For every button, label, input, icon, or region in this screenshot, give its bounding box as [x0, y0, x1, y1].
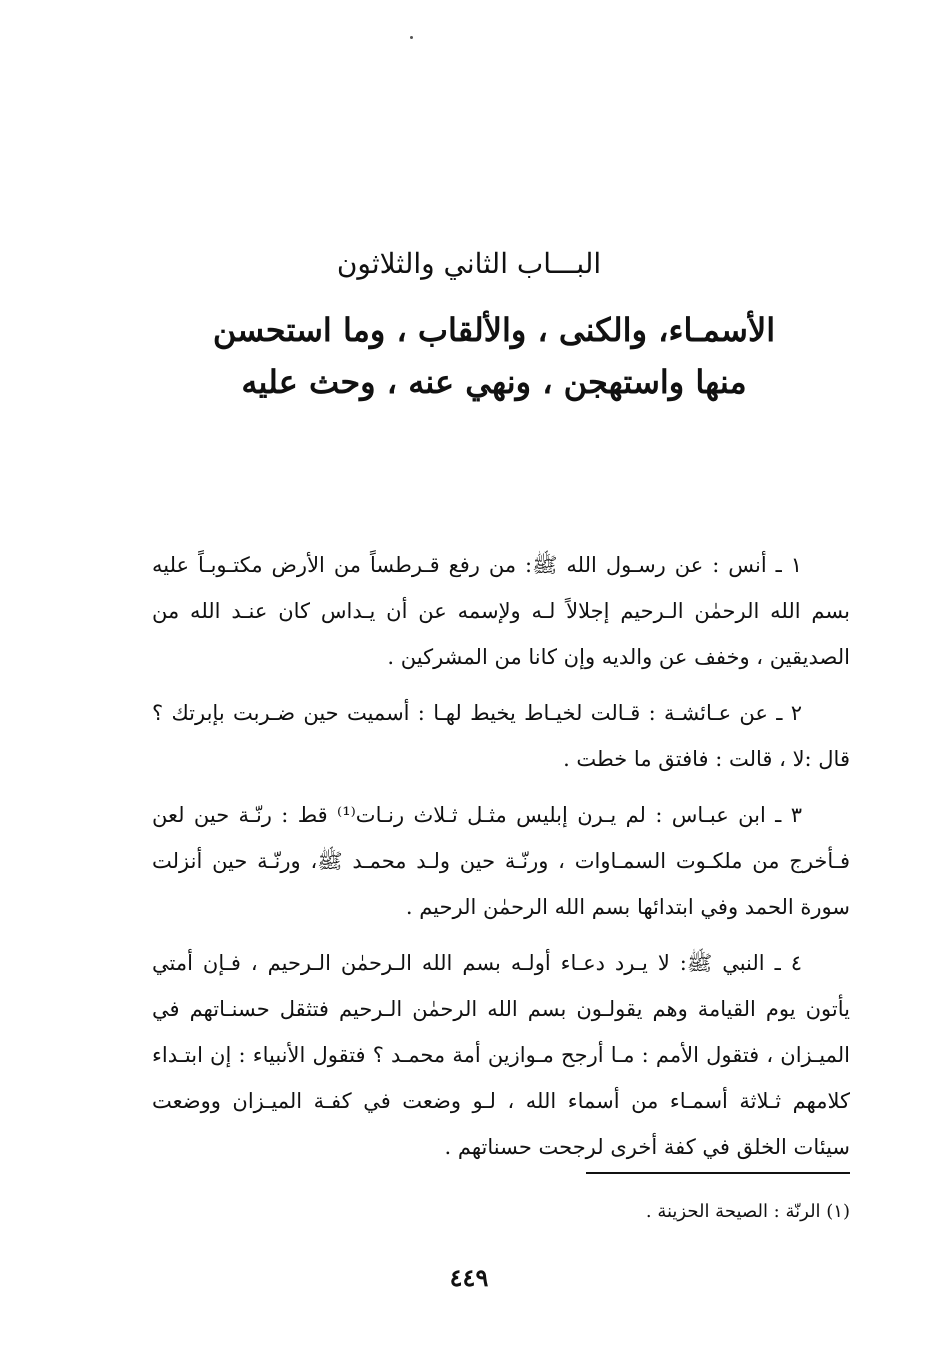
paragraph-2: ٢ ـ عن عـائشـة : قـالت لخيـاط يخيط لهـا : أسميت حين ضـربت بإبرتك ؟ قال :لا ، قالت : فافتق ما خطت .: [152, 701, 850, 771]
paragraph-1: ١ ـ أنس : عن رسـول الله ﷺ: من رفع قـرطساً من الأرض مكتـوبـاً عليه بسم الله الرحمٰن الـرحيم إجلالاً لـه ولإسمه عن أن يـداس كان عنـد الله من الصديقين ، وخفف عن والديه وإن كانا من المشركين .: [152, 553, 850, 669]
scan-speck: [410, 36, 413, 39]
footnote-divider: [586, 1172, 850, 1174]
paragraph-4: ٤ ـ النبي ﷺ: لا يـرد دعـاء أولـه بسم الله الـرحمٰن الـرحيم ، فـإن أمتي يأتون يوم القيامة وهم يقولـون بسم الله الرحمٰن الـرحيم فتثقل حسنـاتهم في الميـزان ، فتقول الأمم : مـا أرجح مـوازين أمة محمـد ؟ فتقول الأنبياء : إن ابتـداء كلامهم ثـلاثة أسمـاء من أسماء الله ، لـو وضعت في كفـة الميـزان ووضعت سيئات الخلق في كفة أخرى لرجحت حسناتهم .: [152, 951, 850, 1159]
chapter-title-line-2: منها واستهجن ، ونهي عنه ، وحث عليه: [241, 363, 747, 401]
page-number: ٤٤٩: [449, 1263, 489, 1292]
chapter-title-line-1: الأسمـاء، والكنى ، والألقاب ، وما استحسن: [212, 311, 776, 349]
footnote: (١) الرنّة : الصيحة الحزينة .: [645, 1201, 850, 1222]
body-text: [152, 542, 850, 1180]
chapter-label: البـــاب الثاني والثلاثون: [336, 247, 602, 280]
paragraph-3: ٣ ـ ابن عبـاس : لم يـرن إبليس مثـل ثـلاث رنـات⁽¹⁾ قط : رنّـة حين لعن فـأخرج من ملكـوت السمـاوات ، ورنّـة حين ولـد محمـد ﷺ، ورنّـة حين أنزلت سورة الحمد وفي ابتدائها بسم الله الرحمٰن الرحيم .: [152, 803, 850, 919]
